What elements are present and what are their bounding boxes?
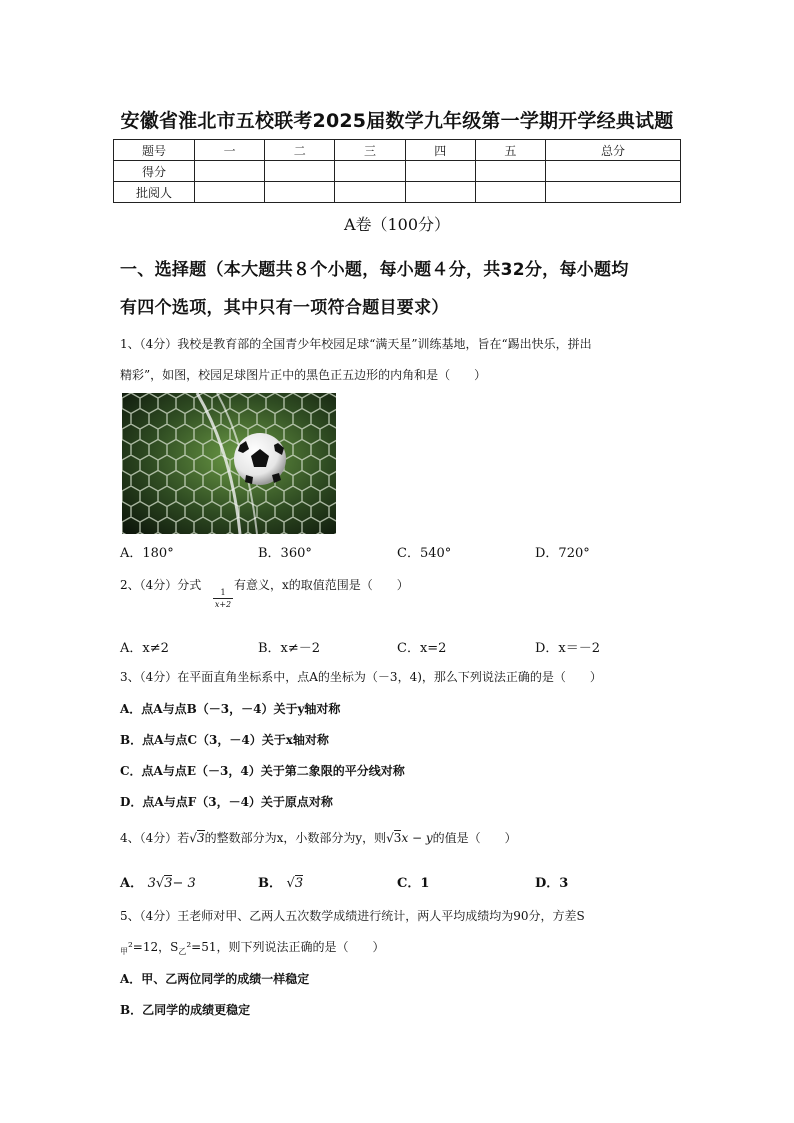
sqrt-sign: √ (155, 876, 165, 891)
q4-expr-tail: x − y (401, 831, 433, 845)
sqrt-radicand: 3 (164, 876, 173, 891)
table-cell (475, 161, 545, 182)
q1-option-d: D．720° (535, 546, 590, 561)
q4-option-b-label: B． (258, 876, 282, 891)
q2-text-post: 有意义，x的取值范围是（ ） (234, 578, 409, 592)
q2-option-a: A．x≠2 (120, 641, 169, 656)
table-cell (475, 182, 545, 203)
table-cell (335, 182, 405, 203)
page-title: 安徽省淮北市五校联考2025届数学九年级第一学期开学经典试题 (120, 110, 674, 132)
q1-option-a: A．180° (120, 546, 174, 561)
table-cell: 一 (195, 140, 265, 161)
table-cell (195, 182, 265, 203)
q4-option-c: C．1 (397, 876, 430, 891)
q4-option-b (258, 872, 303, 891)
q4-option-a-label: A． (120, 876, 144, 891)
section-a-heading: A卷（100分） (343, 215, 451, 234)
soccer-ball-photo (122, 393, 336, 534)
q5-line2-mid: ²=12，S (128, 940, 179, 954)
sqrt-radicand: 3 (196, 831, 205, 845)
q3-option-a: A．点A与点B（－3，－4）关于y轴对称 (120, 702, 341, 716)
table-cell (195, 161, 265, 182)
q5-text-line2 (120, 938, 385, 957)
q5-sub-yi: 乙 (178, 947, 187, 956)
q1-option-c: C．540° (397, 546, 452, 561)
q2-option-c: C．x=2 (397, 641, 447, 656)
q4-option-d: D．3 (535, 876, 569, 891)
q5-option-a: A．甲、乙两位同学的成绩一样稳定 (120, 972, 310, 986)
q2-option-d: D．x＝－2 (535, 641, 601, 656)
sqrt-sign: √ (386, 831, 394, 845)
q1-text-line2: 精彩”，如图，校园足球图片正中的黑色正五边形的内角和是（ ） (120, 368, 487, 382)
coefficient: 3 (147, 876, 156, 891)
score-table (113, 139, 681, 203)
sqrt-radicand: 3 (294, 876, 304, 891)
table-cell (405, 161, 475, 182)
q2-option-b: B．x≠－2 (258, 641, 321, 656)
q2-fraction-denominator: x+2 (214, 600, 232, 609)
q4-sqrt-expr (189, 830, 204, 845)
table-cell (265, 182, 335, 203)
table-cell: 五 (475, 140, 545, 161)
table-cell: 题号 (114, 140, 195, 161)
q5-option-b: B．乙同学的成绩更稳定 (120, 1003, 251, 1017)
table-cell: 得分 (114, 161, 195, 182)
q1-option-b: B．360° (258, 546, 312, 561)
q5-sub-jia: 甲 (120, 947, 128, 956)
q4-option-a-tail: − 3 (172, 876, 196, 891)
table-cell (335, 161, 405, 182)
table-cell: 总分 (546, 140, 681, 161)
part1-heading-line2: 有四个选项，其中只有一项符合题目要求） (120, 298, 449, 318)
sqrt-radicand: 3 (393, 831, 402, 845)
sqrt-sign: √ (189, 831, 197, 845)
q4-option-b-expr (287, 875, 304, 891)
score-table-header-row (114, 140, 681, 161)
q3-option-b: B．点A与点C（3，－4）关于x轴对称 (120, 733, 329, 747)
q4-option-a (120, 872, 196, 891)
table-cell: 四 (405, 140, 475, 161)
part1-heading-line1: 一、选择题（本大题共８个小题，每小题４分，共32分，每小题均 (120, 260, 629, 280)
table-cell (546, 161, 681, 182)
table-cell: 三 (335, 140, 405, 161)
q3-text: 3、（4分）在平面直角坐标系中，点A的坐标为（－3，4)，那么下列说法正确的是（ ） (120, 670, 602, 684)
q2-text-pre: 2、（4分）分式 (120, 578, 202, 592)
q4-text-c: 的值是（ ） (432, 831, 517, 845)
q4-text-b: 的整数部分为x，小数部分为y，则 (204, 831, 387, 845)
sqrt-sign: √ (286, 876, 295, 891)
table-cell (265, 161, 335, 182)
table-cell (405, 182, 475, 203)
q2-fraction-numerator: 1 (220, 588, 226, 597)
q3-option-d: D．点A与点F（3，－4）关于原点对称 (120, 795, 333, 809)
q3-option-c: C．点A与点E（－3，4）关于第二象限的平分线对称 (120, 764, 405, 778)
table-row (114, 161, 681, 182)
q4-text (120, 829, 517, 846)
q5-line2-end: ²=51，则下列说法正确的是（ ） (186, 940, 385, 954)
q4-text-a: 4、（4分）若 (120, 831, 190, 845)
q1-text-line1: 1、（4分）我校是教育部的全国青少年校园足球“满天星”训练基地，旨在“踢出快乐，拼出 (120, 337, 592, 351)
table-cell: 批阅人 (114, 182, 195, 203)
q4-option-a-expr (148, 875, 196, 891)
q4-expr (386, 830, 433, 845)
q2-fraction (213, 587, 233, 610)
table-cell: 二 (265, 140, 335, 161)
table-cell (546, 182, 681, 203)
table-row (114, 182, 681, 203)
q5-text-line1: 5、（4分）王老师对甲、乙两人五次数学成绩进行统计，两人平均成绩均为90分，方差S (120, 909, 585, 923)
